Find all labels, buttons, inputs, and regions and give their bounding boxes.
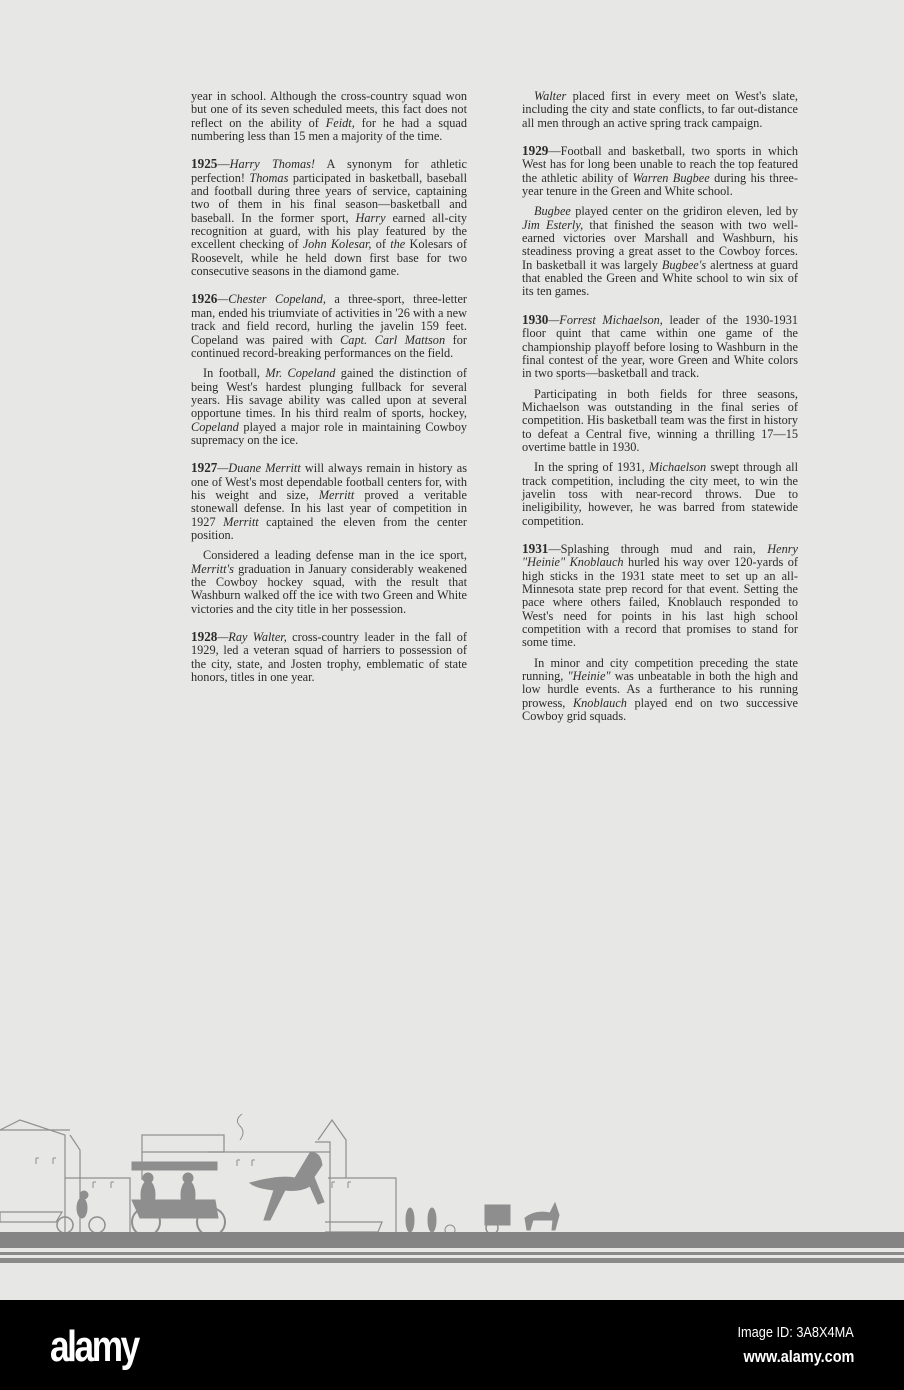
- italic-name: Bugbee's: [661, 257, 707, 272]
- text-run: was unbeatable in both the high and low hurdle events. As a furtherance to his running prowess,: [522, 669, 798, 710]
- year-heading: 1927: [191, 460, 218, 476]
- italic-name: Merritt's: [191, 561, 234, 576]
- text-run: a three-sport, three-letter man, ended his triumviate of activities in '26 with a new track and field record, hurling the javelin 159 feet. Copeland was paired with: [191, 292, 468, 347]
- italic-name: Henry "Heinie" Knoblauch: [522, 541, 798, 570]
- paragraph: [522, 90, 798, 130]
- text-run: hurled his way over 120-yards of high sticks in the 1931 state meet to set up an all-Minnesota state prep record for that event. Setting the pace where others failed, Knoblauch responded to West's need for points in his last high school competition with a record that promises to stand for some time.: [522, 555, 798, 650]
- italic-name: Merritt: [318, 487, 355, 502]
- ground-band: [0, 1232, 904, 1248]
- text-column-right: [522, 90, 798, 723]
- italic-name: Merritt: [223, 514, 259, 529]
- italic-name: Harry Thomas!: [229, 157, 315, 172]
- text-run: graduation in January considerably weakened the Cowboy hockey squad, with the result that Washburn walked off the ice with two Green and White victories and the city title in her possession.: [191, 561, 467, 616]
- text-run: proved a veritable stonewall defense. In his last year of competition in 1927: [191, 487, 467, 529]
- text-run: earned all-city recognition at guard, with his play featured by the excellent checking of: [191, 210, 468, 252]
- street-scene-illustration: [0, 1100, 904, 1270]
- text-run: gained the distinction of being West's hardest plunging fullback for several years. His savage ability was called upon at several opportune times. In his third realm of sports, hockey,: [191, 366, 468, 421]
- italic-name: Copeland: [191, 419, 239, 434]
- year-heading: 1929: [522, 143, 549, 159]
- text-run: placed first in every meet on West's slate, including the city and state conflicts, to far out-distance all men through an active spring track campaign.: [522, 89, 798, 130]
- paragraph: [522, 388, 798, 455]
- italic-name: Bugbee: [534, 204, 571, 219]
- text-run: played center on the gridiron eleven, led by: [570, 204, 798, 219]
- image-id: Image ID: 3A8X4MA: [737, 1324, 854, 1341]
- text-run: of: [371, 237, 391, 252]
- text-run: played a major role in maintaining Cowboy supremacy on the ice.: [191, 419, 467, 447]
- italic-name: "Heinie": [567, 669, 611, 684]
- text-run: for continued record-breaking performances on the field.: [191, 332, 467, 360]
- text-run: A synonym for athletic perfection!: [191, 157, 467, 185]
- watermark-footer: [0, 1300, 904, 1390]
- paragraph: [191, 292, 467, 360]
- text-run: captained the eleven from the center position.: [191, 514, 467, 542]
- italic-name: Mr. Copeland: [265, 366, 336, 381]
- text-run: for he had a squad numbering less than 15 men a majority of the time.: [191, 115, 467, 144]
- text-run: played end on two successive Cowboy grid squads.: [522, 695, 798, 724]
- text-run: participated in basketball, baseball and football during three years of service, captaining two of them in his final season—basketball and baseball. In the former sport,: [191, 170, 468, 225]
- text-run: alertness at guard that enabled the Green and White school to win six of its ten games.: [522, 257, 799, 299]
- italic-name: Thomas: [249, 170, 289, 185]
- year-heading: 1925: [191, 156, 218, 172]
- italic-name: Walter: [534, 89, 567, 103]
- text-run: In the spring of 1931,: [534, 460, 649, 475]
- text-run: will always remain in history as one of West's most dependable football centers for, with his weight and size,: [191, 461, 467, 502]
- italic-name: Harry: [355, 210, 386, 225]
- text-run: In football,: [203, 366, 266, 381]
- year-heading: 1926: [191, 291, 218, 307]
- text-run: that finished the season with two well-earned victories over Marshall and Washburn, his steadiness proving a great asset to the Cowboy forces. In basketball it was largely: [522, 217, 798, 272]
- text-run: Participating in both fields for three seasons, Michaelson was outstanding in the final series of competition. His basketball team was the first in history to defeat a Central five, winning a thrilling 17—15 overtime battle in 1930.: [522, 386, 798, 454]
- italic-name: Jim Esterly,: [522, 217, 584, 232]
- year-heading: 1928: [191, 629, 218, 645]
- year-heading: 1930: [522, 311, 549, 327]
- paragraph: [522, 542, 798, 650]
- italic-name: —Chester Copeland,: [217, 292, 326, 307]
- text-run: Considered a leading defense man in the ice sport,: [203, 548, 467, 563]
- paragraph: [191, 90, 467, 143]
- paragraph: [522, 657, 798, 724]
- italic-name: —Ray Walter,: [217, 630, 287, 645]
- italic-name: Knoblauch: [572, 695, 627, 710]
- text-run: In minor and city competition preceding the state running,: [522, 655, 798, 684]
- text-run: leader of the 1930-1931 floor quint that came within one game of the championship playoff before losing to Washburn in the final contest of the year, wore Green and White colors in two sports—basketball and track.: [522, 312, 798, 381]
- italic-name: Feidt,: [325, 115, 355, 130]
- text-run: —Splashing through mud and rain,: [548, 541, 768, 556]
- paragraph: [522, 144, 798, 198]
- italic-name: Michaelson: [648, 460, 707, 475]
- text-run: year in school. Although the cross-country squad won but one of its seven scheduled meets, this fact does not reflect on the ability of: [191, 89, 467, 130]
- horse: [250, 1153, 324, 1220]
- paragraph: [191, 157, 467, 278]
- paragraph: [191, 367, 467, 447]
- alamy-logo: alamy: [50, 1322, 138, 1371]
- paragraph: [191, 549, 467, 616]
- text-run: —: [217, 157, 230, 172]
- text-run: cross-country leader in the fall of 1929, led a veteran squad of harriers to possession of the city, state, and Josten trophy, emblematic of state honors, titles in one year.: [191, 630, 467, 685]
- carriage: [132, 1162, 225, 1236]
- year-heading: 1931: [522, 540, 549, 556]
- cyclist: [57, 1191, 105, 1233]
- italic-name: Capt. Carl Mattson: [340, 332, 446, 347]
- small-carriage: [485, 1203, 559, 1234]
- italic-name: —Forrest Michaelson,: [548, 312, 663, 327]
- italic-name: Warren Bugbee: [632, 170, 710, 185]
- smoke: [237, 1114, 243, 1140]
- paragraph: [522, 313, 798, 381]
- text-run: Kolesars of Roosevelt, while he held down first base for two consecutive seasons in the diamond game.: [191, 237, 467, 279]
- text-run: swept through all track competition, including the city meet, to win the javelin toss with near-record throws. Due to ineligibility, however, he was barred from statewide competition.: [522, 460, 798, 528]
- stripe: [0, 1258, 904, 1263]
- italic-name: John Kolesar,: [302, 237, 372, 252]
- italic-name: the: [390, 237, 406, 252]
- paragraph: [522, 461, 798, 528]
- paragraph: [522, 205, 798, 298]
- paragraph: [191, 461, 467, 542]
- site-url: www.alamy.com: [743, 1347, 854, 1366]
- text-run: —Football and basketball, two sports in which West has for long been unable to reach the top featured the athletic ability of: [522, 144, 798, 185]
- stripe: [0, 1252, 904, 1255]
- italic-name: —Duane Merritt: [217, 461, 301, 476]
- paragraph: [191, 630, 467, 684]
- text-column-left: [191, 90, 467, 684]
- pedestrians: [406, 1208, 455, 1235]
- text-run: during his three-year tenure in the Green and White school.: [522, 170, 798, 199]
